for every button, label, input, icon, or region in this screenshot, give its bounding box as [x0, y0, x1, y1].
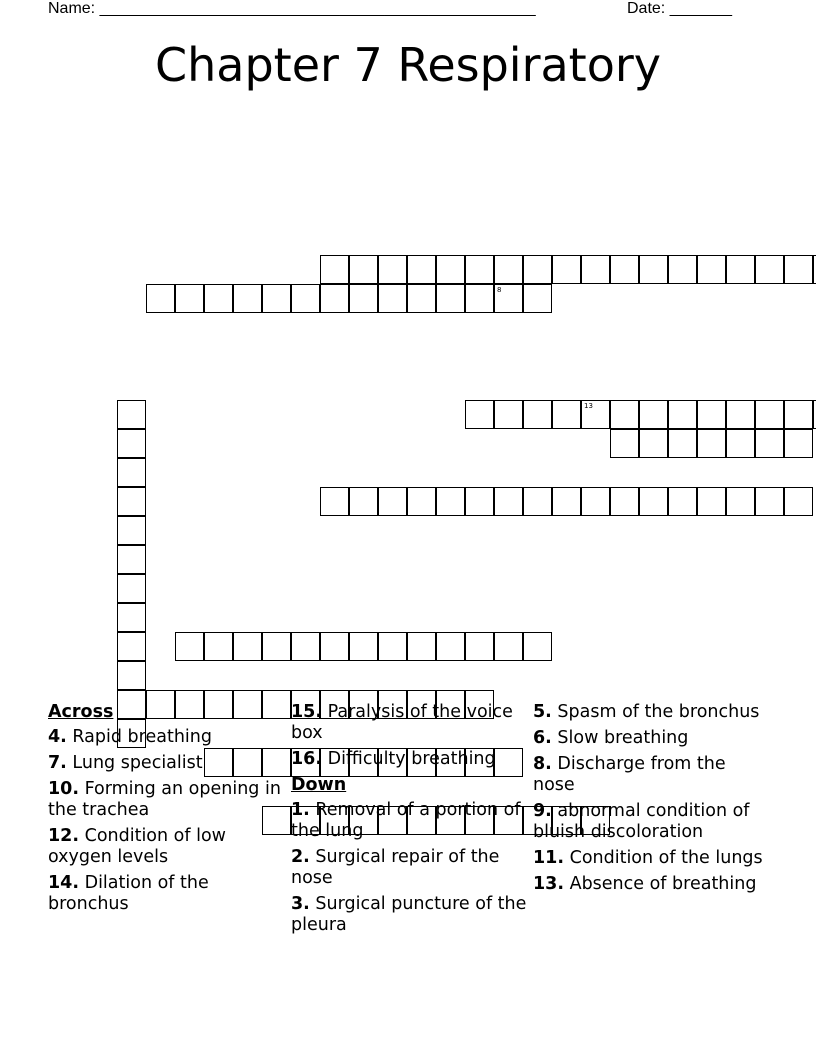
grid-cell[interactable] — [639, 255, 668, 284]
clue-number-label: 13 — [584, 402, 593, 410]
grid-cell[interactable] — [668, 429, 697, 458]
clue-down-5 — [533, 702, 769, 723]
grid-cell[interactable] — [233, 284, 262, 313]
grid-cell[interactable] — [436, 632, 465, 661]
grid-cell[interactable] — [291, 284, 320, 313]
clue-text: Dilation of the bronchus — [48, 873, 209, 914]
clue-number: 9. — [533, 801, 552, 821]
grid-cell[interactable] — [697, 255, 726, 284]
grid-cell[interactable] — [784, 400, 813, 429]
clue-text: Condition of the lungs — [569, 848, 763, 868]
grid-cell[interactable] — [494, 284, 523, 313]
grid-cell[interactable] — [784, 487, 813, 516]
grid-cell[interactable] — [320, 284, 349, 313]
clue-text: Absence of breathing — [569, 874, 757, 894]
clue-text: Paralysis of the voice box — [291, 702, 513, 743]
clue-number: 10. — [48, 779, 80, 799]
grid-cell[interactable] — [523, 487, 552, 516]
grid-cell[interactable] — [233, 632, 262, 661]
grid-cell[interactable] — [117, 661, 146, 690]
clue-number: 13. — [533, 874, 565, 894]
clue-down-3 — [291, 894, 527, 936]
grid-cell[interactable] — [755, 255, 784, 284]
grid-cell[interactable] — [378, 632, 407, 661]
clue-number: 2. — [291, 847, 310, 867]
grid-cell[interactable] — [407, 284, 436, 313]
grid-cell[interactable] — [117, 545, 146, 574]
clue-number: 5. — [533, 702, 552, 722]
grid-cell[interactable] — [146, 284, 175, 313]
grid-cell[interactable] — [494, 255, 523, 284]
grid-cell[interactable] — [378, 284, 407, 313]
grid-cell[interactable] — [465, 255, 494, 284]
grid-cell[interactable] — [523, 400, 552, 429]
grid-cell[interactable] — [407, 487, 436, 516]
clue-number: 11. — [533, 848, 565, 868]
grid-cell[interactable] — [117, 603, 146, 632]
clue-number: 4. — [48, 727, 67, 747]
clue-number: 14. — [48, 873, 80, 893]
grid-cell[interactable] — [262, 632, 291, 661]
grid-cell[interactable] — [610, 429, 639, 458]
grid-cell[interactable] — [523, 255, 552, 284]
grid-cell[interactable] — [494, 632, 523, 661]
clue-text: Condition of low oxygen levels — [48, 826, 226, 867]
grid-cell[interactable] — [465, 284, 494, 313]
clue-text: Rapid breathing — [72, 727, 212, 747]
grid-cell[interactable] — [552, 487, 581, 516]
clue-text: Spasm of the bronchus — [557, 702, 760, 722]
grid-cell[interactable] — [465, 400, 494, 429]
clue-number: 6. — [533, 728, 552, 748]
grid-cell[interactable] — [726, 429, 755, 458]
grid-cell[interactable] — [610, 487, 639, 516]
grid-cell[interactable] — [407, 632, 436, 661]
name-field[interactable]: Name: _________________________________________________ — [48, 0, 536, 17]
grid-cell[interactable] — [465, 632, 494, 661]
down-heading: Down — [291, 775, 347, 795]
grid-cell[interactable] — [668, 400, 697, 429]
clue-text: Discharge from the nose — [533, 754, 726, 795]
grid-cell[interactable] — [581, 400, 610, 429]
grid-cell[interactable] — [117, 400, 146, 429]
grid-cell[interactable] — [117, 574, 146, 603]
grid-cell[interactable] — [755, 487, 784, 516]
clue-column-2 — [291, 702, 527, 941]
grid-cell[interactable] — [117, 632, 146, 661]
grid-cell[interactable] — [262, 284, 291, 313]
grid-cell[interactable] — [320, 255, 349, 284]
grid-cell[interactable] — [581, 487, 610, 516]
grid-cell[interactable] — [465, 487, 494, 516]
grid-cell[interactable] — [117, 429, 146, 458]
grid-cell[interactable] — [320, 632, 349, 661]
clue-number: 15. — [291, 702, 323, 722]
clue-text: Slow breathing — [557, 728, 689, 748]
grid-cell[interactable] — [639, 429, 668, 458]
clue-column-1 — [48, 702, 284, 920]
grid-cell[interactable] — [436, 487, 465, 516]
clue-text: Removal of a portion of the lung — [291, 800, 521, 841]
grid-cell[interactable] — [639, 400, 668, 429]
clue-text: Difficulty breathing — [327, 749, 496, 769]
grid-cell[interactable] — [436, 284, 465, 313]
clue-number: 1. — [291, 800, 310, 820]
clue-number: 16. — [291, 749, 323, 769]
grid-cell[interactable] — [494, 487, 523, 516]
grid-cell[interactable] — [639, 487, 668, 516]
grid-cell[interactable] — [697, 487, 726, 516]
clue-across-10 — [48, 779, 284, 821]
grid-cell[interactable] — [726, 400, 755, 429]
grid-cell[interactable] — [494, 400, 523, 429]
grid-cell[interactable] — [378, 255, 407, 284]
clue-down-1 — [291, 800, 527, 842]
grid-cell[interactable] — [552, 400, 581, 429]
clue-number: 12. — [48, 826, 80, 846]
grid-cell[interactable] — [755, 429, 784, 458]
clue-number: 3. — [291, 894, 310, 914]
grid-cell[interactable] — [378, 487, 407, 516]
grid-cell[interactable] — [668, 487, 697, 516]
grid-cell[interactable] — [784, 255, 813, 284]
clue-column-3 — [533, 702, 769, 900]
grid-cell[interactable] — [407, 255, 436, 284]
grid-cell[interactable] — [175, 632, 204, 661]
clue-number: 7. — [48, 753, 67, 773]
grid-cell[interactable] — [726, 255, 755, 284]
clue-text: Forming an opening in the trachea — [48, 779, 281, 820]
clue-down-6 — [533, 728, 769, 749]
grid-cell[interactable] — [349, 632, 378, 661]
grid-cell[interactable] — [784, 429, 813, 458]
grid-cell[interactable] — [204, 284, 233, 313]
grid-cell[interactable] — [349, 487, 378, 516]
grid-cell[interactable] — [291, 632, 320, 661]
grid-cell[interactable] — [117, 516, 146, 545]
grid-cell[interactable] — [523, 632, 552, 661]
grid-cell[interactable] — [523, 284, 552, 313]
grid-cell[interactable] — [697, 400, 726, 429]
grid-cell[interactable] — [349, 255, 378, 284]
grid-cell[interactable] — [117, 487, 146, 516]
grid-cell[interactable] — [117, 458, 146, 487]
clue-across-4 — [48, 727, 284, 748]
grid-cell[interactable] — [436, 255, 465, 284]
clue-down-2 — [291, 847, 527, 889]
grid-cell[interactable] — [581, 255, 610, 284]
clue-number: 8. — [533, 754, 552, 774]
page-title: Chapter 7 Respiratory — [155, 38, 661, 92]
clue-down-13 — [533, 874, 769, 895]
grid-cell[interactable] — [755, 400, 784, 429]
date-field[interactable]: Date: _______ — [627, 0, 732, 17]
clue-text: Surgical repair of the nose — [291, 847, 500, 888]
clue-across-7 — [48, 753, 284, 774]
across-heading: Across — [48, 702, 114, 722]
grid-cell[interactable] — [610, 400, 639, 429]
clue-across-14 — [48, 873, 284, 915]
grid-cell[interactable] — [175, 284, 204, 313]
grid-cell[interactable] — [349, 284, 378, 313]
clue-across-12 — [48, 826, 284, 868]
clue-down-11 — [533, 848, 769, 869]
clue-text: Lung specialist — [72, 753, 203, 773]
grid-cell[interactable] — [697, 429, 726, 458]
clue-number-label: 8 — [497, 286, 502, 294]
clue-text: abnormal condition of bluish discoloration — [533, 801, 750, 842]
clue-text: Surgical puncture of the pleura — [291, 894, 527, 935]
clue-across-15 — [291, 702, 527, 744]
grid-cell[interactable] — [552, 255, 581, 284]
grid-cell[interactable] — [610, 255, 639, 284]
clue-across-16 — [291, 749, 527, 770]
clue-down-8 — [533, 754, 769, 796]
clue-down-9 — [533, 801, 769, 843]
grid-cell[interactable] — [726, 487, 755, 516]
grid-cell[interactable] — [204, 632, 233, 661]
grid-cell[interactable] — [668, 255, 697, 284]
grid-cell[interactable] — [320, 487, 349, 516]
